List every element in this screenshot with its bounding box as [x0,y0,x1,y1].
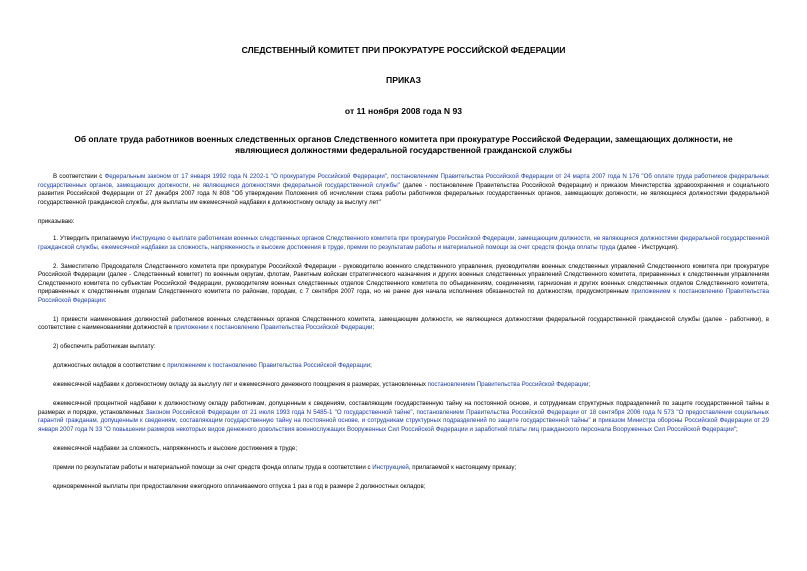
subitem-2-paragraph: 2) обеспечить работникам выплату: [53,343,156,350]
order-word: приказываю: [38,217,75,225]
text: ; [588,381,591,388]
premium-paragraph [38,464,769,473]
text: ; [735,425,738,433]
text: 1) привести наименования должностей работников военных следственных органов Следственного комитета, замещающим должности, не являющиеся должностями федеральной государственной гражданской службы (далее - работники), в соответствие с наименованиями должностей в [38,315,769,331]
text: : [104,296,107,304]
text: (далее - постановление Правительства Российской Федерации) и приказом Министерства здравоохранения и социального развития Российской Федерации от 27 декабря 2007 года N 808 "Об утверждении Положения об исчислении стажа работы работников федеральных государственных органов, замещающих должности, не являющиеся должностями федеральной государственной гражданской службы, для выплаты им ежемесячной надбавки к должностному окладу за выслугу лет" [38,181,770,206]
text: премии по результатам работы и материальной помощи за счет средств фонда оплаты труда в соответствии с [53,463,373,471]
state-secret-law-link[interactable]: Законом Российской Федерации от 21 июля 1993 года N 5485-1 "О государственной тайне" [145,408,413,416]
instruction-link[interactable]: Инструкцию о выплате работникам военных следственных органов Следственного комитета при прокуратуре Российской Федерации, замещающим должности, не являющиеся должностями федеральной государственной гражданской службы, ежемесячной надбавки за сложность, напряженность и высокие достижения в труде, премии по результатам работы и материальной помощи за счет средств фонда оплаты труда [38,235,769,251]
text: должностных окладов в соответствии с [53,362,168,369]
document-title: Об оплате труда работников военных следственных органов Следственного комитета при прокуратуре Российской Федерации, замещающих должности, не являющиеся должностями федеральной государственной гражданской службы [74,134,733,155]
decree-appendix-link[interactable]: приложении к постановлению Правительства Российской Федерации [173,324,373,331]
secrecy-bonus-paragraph [38,400,769,434]
text: В соответствии с [53,173,105,180]
item-1-paragraph [38,235,769,252]
salary-paragraph [38,362,769,371]
subitem-1-paragraph [38,316,769,333]
decree-appendix-link[interactable]: приложением к постановлению Правительства Российской Федерации [167,362,371,369]
text: (далее - Инструкция). [615,243,679,251]
text: ; [372,324,375,331]
law-link[interactable]: Федеральным законом от 17 января 1992 года N 2202-1 "О прокуратуре Российской Федерации" [104,173,388,180]
agency-heading: СЛЕДСТВЕННЫЙ КОМИТЕТ ПРИ ПРОКУРАТУРЕ РОССИЙСКОЙ ФЕДЕРАЦИИ [241,45,566,55]
government-decree-link[interactable]: постановлением Правительства Российской Федерации от 24 марта 2007 года N 176 "Об оплате труда работников федеральных государственных органов, замещающих должности, не являющиеся должностями федеральной государственной службы" [38,173,769,189]
seniority-bonus-paragraph [38,381,769,390]
text: ежемесячной надбавки к должностному окладу за выслугу лет и ежемесячного денежного поощрения в размерах, установленных [53,381,428,388]
doc-type-heading: ПРИКАЗ [386,75,421,85]
text: ; [370,362,372,369]
preamble-paragraph [38,173,769,207]
text: ежемесячной процентной надбавки к должностному окладу работникам, допущенным к сведениям, составляющим государственную тайну на постоянной основе, и сотрудникам структурных подразделений по защите государственной тайны в размерах и порядке, установленных [38,400,769,416]
text: 2. Заместителю Председателя Следственного комитета при прокуратуре Российской Федерации - руководителю военного следственного управления, руководителям военных следственных управлений Следственного комитета при прокуратуре Российской Федерации (далее - Следственный комитет) по военным округам, флотам, Ракетным войскам стратегического назначения и других военных следственных управлений Следственного комитета, приравненных к следственным управлениям Следственного комитета по субъектам Российской Федерации, руководителям военных следственных отделов Следственного комитета по объединениям, соединениям, гарнизонам и других военных следственных отделов Следственного комитета, приравненных к следственным отделам Следственного комитета по районам, городам, с 7 сентября 2007 года, но не ранее дня начала исполнения обязанностей по должностям, предусмотренным [38,262,769,295]
instruction-link[interactable]: Инструкцией [372,463,409,471]
text: , [412,408,417,416]
item-2-paragraph [38,263,769,306]
text: и [590,417,599,424]
complexity-bonus-paragraph: ежемесячной надбавки за сложность, напряженность и высокие достижения в труде; [53,444,298,452]
decree-573-link[interactable]: постановлением Правительства Российской Федерации от 18 сентября 2006 года N 573 "О предоставлении социальных гарантий гражданам, допущенным к сведениям, составляющим государственную тайну на постоянной основе, и сотрудникам структурных подразделений по защите государственной тайны" [38,408,769,424]
text: , прилагаемой к настоящему приказу; [408,463,517,471]
defense-order-link[interactable]: приказом Министра обороны Российской Федерации от 29 января 2007 года N 33 "О повышении размеров некоторых видов денежного довольствия военнослужащих Вооруженных Сил Российской Федерации и заработной платы лиц гражданского персонала Вооруженных Сил Российской Федерации" [38,417,770,433]
government-decree-link[interactable]: постановлением Правительства Российской Федерации [427,381,589,388]
text: , [387,173,391,180]
date-number-heading: от 11 ноября 2008 года N 93 [344,106,463,116]
text: 1. Утвердить прилагаемую [53,235,132,242]
vacation-payment-paragraph: единовременной выплаты при предоставлении ежегодного оплачиваемого отпуска 1 раз в год в размере 2 должностных окладов; [53,482,426,490]
decree-appendix-link[interactable]: приложением к постановлению Правительства Российской Федерации [38,288,769,304]
